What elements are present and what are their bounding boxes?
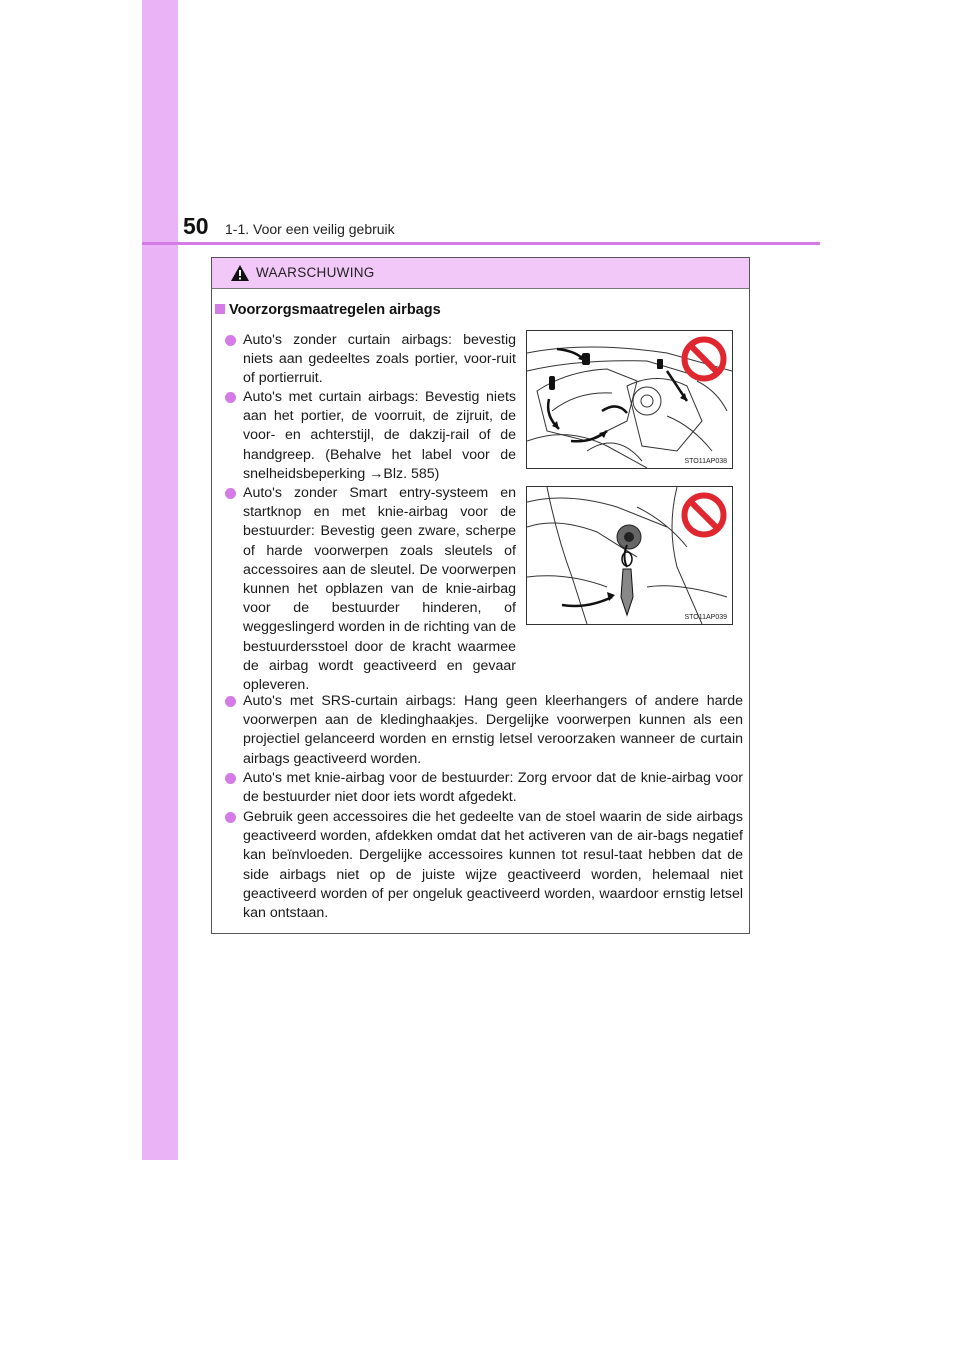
- bullet-icon: [225, 335, 236, 346]
- bullet-icon: [225, 812, 236, 823]
- warning-item: Auto's met knie-airbag voor de bestuurder: Zorg ervoor dat de knie-airbag voor de bestuurder niet door iets wordt afgedekt.: [243, 769, 743, 807]
- page-number: 50: [183, 213, 209, 239]
- bullet-icon: [225, 696, 236, 707]
- chapter-side-strip: [142, 0, 178, 1160]
- warning-subheading: Voorzorgsmaatregelen airbags: [215, 302, 441, 318]
- section-title: 1-1. Voor een veilig gebruik: [225, 221, 395, 237]
- warning-item: Auto's zonder curtain airbags: bevestig niets aan gedeeltes zoals portier, voor-ruit of portierruit.: [243, 331, 516, 389]
- header-rule: [142, 242, 820, 245]
- illustration-key-accessory: [526, 486, 733, 625]
- square-bullet-icon: [215, 304, 225, 314]
- warning-item: Auto's met SRS-curtain airbags: Hang geen kleerhangers of andere harde voorwerpen aan de kledinghaakjes. Dergelijke voorwerpen kunnen als een projectiel gelanceerd worden en ernstig letsel veroorzaken wanneer de curtain airbags geactiveerd worden.: [243, 692, 743, 769]
- warning-triangle-icon: [230, 264, 250, 282]
- warning-item: Auto's met curtain airbags: Bevestig niets aan het portier, de voorruit, de zijruit, de voor- en achterstijl, de dakzij-rail of de handgreep. (Behalve het label voor de snelheidsbeperking →Blz. 585): [243, 388, 516, 484]
- illustration-code: STO11AP038: [684, 458, 727, 465]
- prohibited-icon: [681, 492, 727, 538]
- prohibited-icon: [681, 336, 727, 382]
- bullet-icon: [225, 488, 236, 499]
- warning-item: Auto's zonder Smart entry-systeem en startknop en met knie-airbag voor de bestuurder: Bevestig geen zware, scherpe of harde voorwerpen zoals sleutels of accessoires aan de sleutel. De voorwerpen kunnen het opblazen van de knie-airbag voor de bestuurder hinderen, of weggeslingerd worden in de richting van de bestuurdersstoel door de kracht waarmee de airbag wordt geactiveerd en gevaar opleveren.: [243, 484, 516, 695]
- warning-label: WAARSCHUWING: [256, 265, 375, 280]
- illustration-code: STO11AP039: [684, 614, 727, 621]
- warning-header: [212, 258, 749, 289]
- warning-item: Gebruik geen accessoires die het gedeelte van de stoel waarin de side airbags geactiveerd worden, afdekken omdat dat het activeren van de air-bags negatief kan beïnvloeden. Dergelijke accessoires kunnen tot resul-taat hebben dat de side airbags niet op de juiste wijze geactiveerd worden, helemaal niet geactiveerd worden of per ongeluk geactiveerd worden, waardoor ernstig letsel kan ontstaan.: [243, 808, 743, 923]
- bullet-icon: [225, 392, 236, 403]
- bullet-icon: [225, 773, 236, 784]
- illustration-car-interior: [526, 330, 733, 469]
